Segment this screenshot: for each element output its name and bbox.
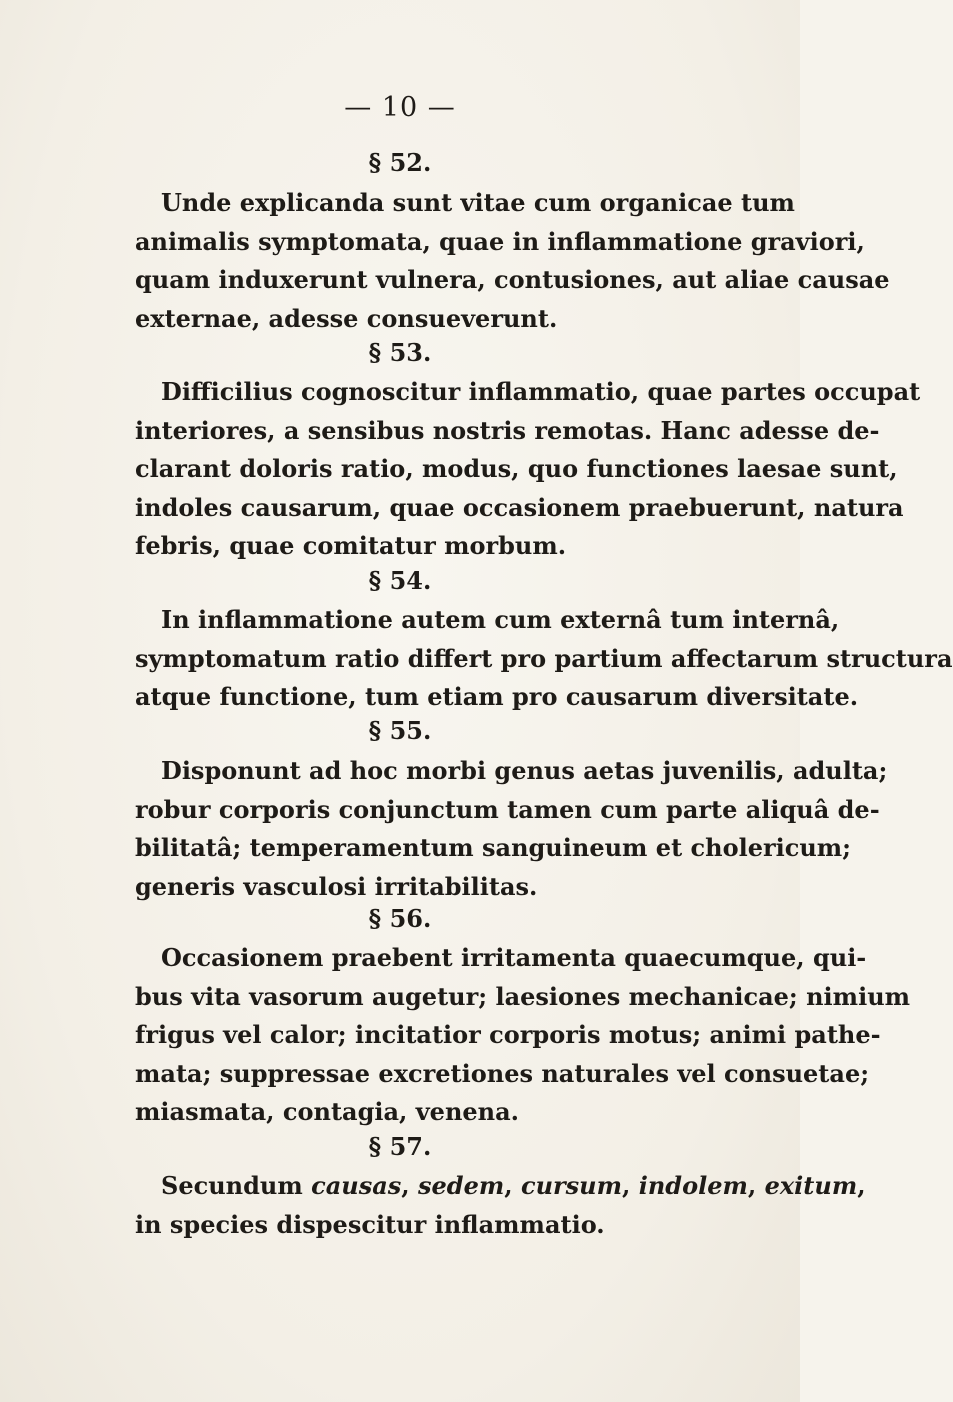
paragraph-56	[135, 939, 911, 1132]
text-run: ,	[504, 1171, 521, 1200]
text-line: Unde explicanda sunt vitae cum organicae tum	[161, 188, 795, 217]
text-line: mata; suppressae excretiones naturales vel consuetae;	[135, 1058, 870, 1088]
text-line: bilitatâ; temperamentum sanguineum et cholericum;	[135, 833, 852, 862]
text-run: ,	[622, 1171, 639, 1200]
text-line: Occasionem praebent irritamenta quaecumque, qui-	[161, 943, 867, 972]
page-number: — 10 —	[344, 92, 456, 123]
paragraph-53	[135, 373, 921, 566]
text-line: externae, adesse consueverunt.	[135, 303, 558, 333]
paragraph-54	[135, 601, 953, 717]
text-line: robur corporis conjunctum tamen cum parte aliquâ de-	[135, 794, 880, 824]
section-heading-56: § 56.	[368, 904, 432, 933]
italic-term-indolem: indolem	[638, 1171, 748, 1200]
paragraph-57	[135, 1167, 866, 1244]
text-line: in species dispescitur inflammatio.	[135, 1209, 605, 1239]
text-line: quam induxerunt vulnera, contusiones, aut aliae causae	[135, 265, 890, 294]
text-run: ,	[747, 1171, 765, 1200]
italic-term-exitum: exitum	[764, 1171, 858, 1200]
italic-term-sedem: sedem	[418, 1171, 505, 1200]
text-line: Difficilius cognoscitur inflammatio, quae partes occupat	[161, 377, 921, 406]
section-heading-57: § 57.	[368, 1132, 432, 1161]
text-line: febris, quae comitatur morbum.	[135, 531, 567, 560]
section-heading-53: § 53.	[368, 338, 432, 367]
text-line: indoles causarum, quae occasionem praebuerunt, natura	[135, 492, 904, 522]
text-line: atque functione, tum etiam pro causarum diversitate.	[135, 682, 859, 711]
text-line: frigus vel calor; incitatior corporis motus; animi pathe-	[135, 1020, 881, 1049]
text-line: clarant doloris ratio, modus, quo functiones laesae sunt,	[135, 454, 898, 483]
text-line: animalis symptomata, quae in inflammatione graviori,	[135, 226, 865, 256]
text-line: generis vasculosi irritabilitas.	[135, 871, 538, 901]
text-line: symptomatum ratio differt pro partium affectarum structura	[135, 643, 953, 673]
text-line: miasmata, contagia, venena.	[135, 1097, 520, 1126]
italic-term-causas: causas	[311, 1171, 402, 1200]
text-line	[135, 1167, 866, 1206]
text-run: ,	[857, 1171, 866, 1200]
text-run: Secundum	[161, 1171, 312, 1200]
text-line: Disponunt ad hoc morbi genus aetas juvenilis, adulta;	[161, 756, 888, 785]
paragraph-52	[135, 184, 890, 338]
italic-term-cursum: cursum	[520, 1171, 623, 1200]
section-heading-55: § 55.	[368, 716, 432, 745]
text-run: ,	[401, 1171, 418, 1200]
section-heading-54: § 54.	[368, 566, 432, 595]
text-line: interiores, a sensibus nostris remotas. Hanc adesse de-	[135, 415, 880, 445]
section-heading-52: § 52.	[368, 148, 432, 177]
text-line: bus vita vasorum augetur; laesiones mechanicae; nimium	[135, 981, 911, 1011]
paragraph-55	[135, 752, 888, 906]
text-line: In inflammatione autem cum externâ tum internâ,	[161, 605, 840, 634]
